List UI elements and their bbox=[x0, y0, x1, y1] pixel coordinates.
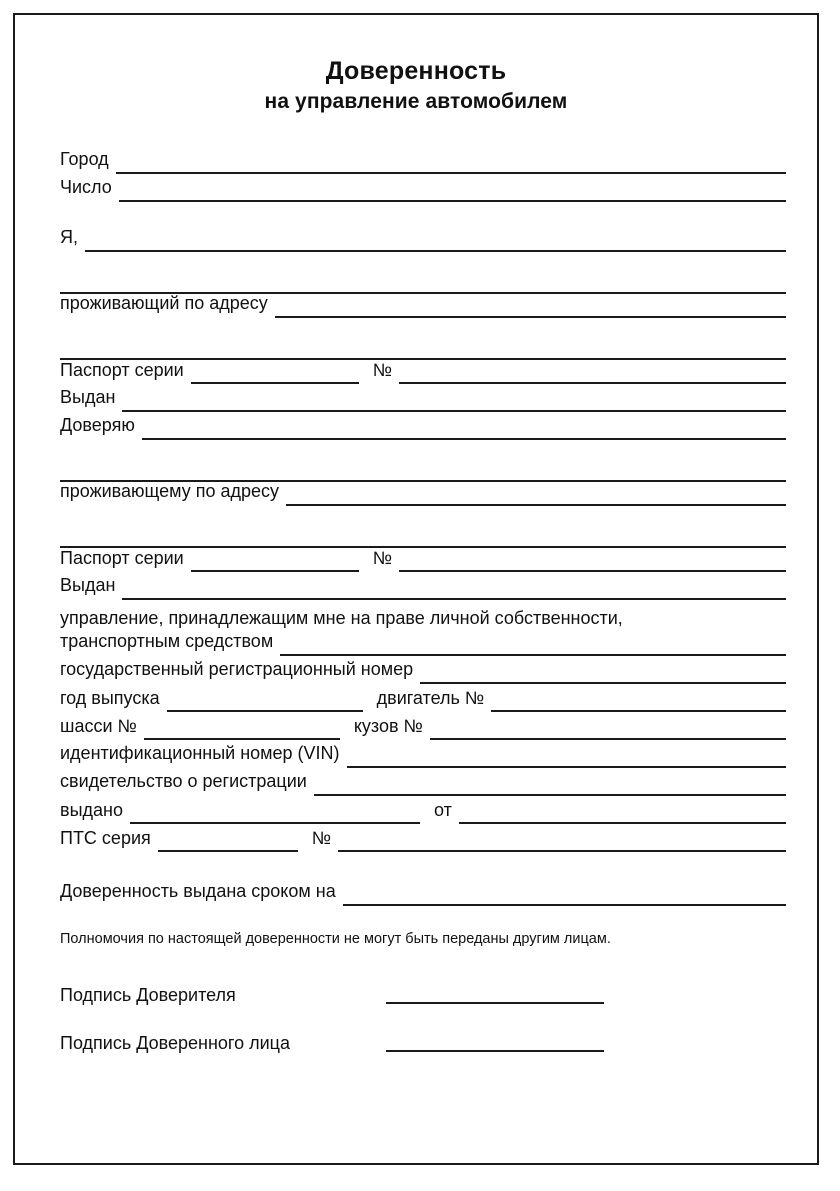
input-principal-address[interactable] bbox=[275, 316, 786, 318]
input-principal-passport-number[interactable] bbox=[399, 382, 786, 384]
field-row-certificate-issued bbox=[60, 800, 786, 828]
field-row-state-reg-number bbox=[60, 660, 786, 688]
label-from: от bbox=[433, 800, 452, 820]
label-residing-at-dative: проживающему по адресу bbox=[60, 481, 280, 501]
field-row-principal-name bbox=[60, 228, 786, 256]
field-row-attorney-passport bbox=[60, 548, 786, 576]
input-certificate-issuer[interactable] bbox=[130, 822, 420, 824]
input-year-of-manufacture[interactable] bbox=[167, 710, 363, 712]
input-attorney-signature[interactable] bbox=[386, 1049, 604, 1052]
label-engine-number: двигатель № bbox=[376, 688, 485, 708]
label-year-of-manufacture: год выпуска bbox=[60, 688, 160, 708]
input-attorney-passport-number[interactable] bbox=[399, 570, 786, 572]
field-row-attorney-passport-issuer bbox=[60, 576, 786, 604]
input-attorney-address[interactable] bbox=[286, 504, 786, 506]
document-content bbox=[15, 15, 817, 1163]
label-passport-series: Паспорт серии bbox=[60, 360, 184, 380]
notice-no-substitution: Полномочия по настоящей доверенности не могут быть переданы другим лицам. bbox=[60, 931, 611, 947]
label-chassis-number: шасси № bbox=[60, 716, 137, 736]
input-pts-series[interactable] bbox=[158, 850, 298, 852]
field-row-vin bbox=[60, 744, 786, 772]
label-body-number: кузов № bbox=[353, 716, 423, 736]
input-city[interactable] bbox=[116, 172, 786, 174]
field-row-registration-certificate bbox=[60, 772, 786, 800]
input-attorney-address-continued[interactable] bbox=[60, 518, 786, 548]
spacer bbox=[60, 322, 786, 330]
spacer bbox=[60, 510, 786, 518]
field-row-chassis-body bbox=[60, 716, 786, 744]
input-principal-name-continued[interactable] bbox=[60, 264, 786, 294]
input-attorney-name[interactable] bbox=[142, 438, 786, 440]
spacer bbox=[60, 948, 786, 970]
label-principal-signature: Подпись Доверителя bbox=[60, 985, 236, 1006]
input-state-reg-number[interactable] bbox=[420, 682, 786, 684]
label-vehicle: транспортным средством bbox=[60, 631, 274, 651]
form-fields-area bbox=[60, 150, 786, 1052]
label-pts-number-sign: № bbox=[311, 828, 332, 848]
label-passport-number-sign: № bbox=[372, 360, 393, 380]
spacer bbox=[60, 206, 786, 228]
label-attorney-signature: Подпись Доверенного лица bbox=[60, 1033, 290, 1054]
field-row-term bbox=[60, 882, 786, 910]
field-row-principal-passport bbox=[60, 360, 786, 388]
label-issued: выдано bbox=[60, 800, 123, 820]
label-registration-certificate: свидетельство о регистрации bbox=[60, 771, 307, 791]
label-city: Город bbox=[60, 149, 109, 169]
input-term[interactable] bbox=[343, 904, 786, 906]
input-principal-passport-series[interactable] bbox=[191, 382, 359, 384]
input-attorney-passport-series[interactable] bbox=[191, 570, 359, 572]
input-engine-number[interactable] bbox=[491, 710, 786, 712]
spacer bbox=[60, 856, 786, 882]
document-title-block bbox=[15, 57, 817, 114]
input-principal-signature[interactable] bbox=[386, 1001, 604, 1004]
spacer bbox=[60, 910, 786, 928]
field-row-city bbox=[60, 150, 786, 178]
document-title: Доверенность bbox=[325, 57, 507, 85]
label-issued-by: Выдан bbox=[60, 387, 116, 407]
field-row-date bbox=[60, 178, 786, 206]
signature-row-attorney bbox=[60, 1018, 786, 1052]
spacer bbox=[60, 444, 786, 452]
spacer bbox=[60, 256, 786, 264]
input-principal-name[interactable] bbox=[85, 250, 786, 252]
spacer bbox=[60, 1004, 786, 1018]
document-subtitle: на управление автомобилем bbox=[264, 89, 568, 113]
input-vin[interactable] bbox=[347, 766, 786, 768]
input-certificate-date[interactable] bbox=[459, 822, 786, 824]
input-principal-passport-issuer[interactable] bbox=[122, 410, 786, 412]
input-body-number[interactable] bbox=[430, 738, 786, 740]
input-principal-address-continued[interactable] bbox=[60, 330, 786, 360]
field-row-vehicle bbox=[60, 632, 786, 660]
label-residing-at: проживающий по адресу bbox=[60, 293, 268, 313]
label-pts-series: ПТС серия bbox=[60, 828, 151, 848]
label-term: Доверенность выдана сроком на bbox=[60, 881, 336, 901]
label-issued-by-2: Выдан bbox=[60, 575, 116, 595]
document-page-border bbox=[13, 13, 819, 1165]
input-attorney-passport-issuer[interactable] bbox=[122, 598, 786, 600]
label-passport-series-2: Паспорт серии bbox=[60, 548, 184, 568]
label-i-am: Я, bbox=[60, 227, 78, 247]
input-date[interactable] bbox=[119, 200, 786, 202]
field-row-attorney-name bbox=[60, 416, 786, 444]
input-attorney-name-continued[interactable] bbox=[60, 452, 786, 482]
signature-row-principal bbox=[60, 970, 786, 1004]
label-state-reg-number: государственный регистрационный номер bbox=[60, 659, 414, 679]
label-entrust: Доверяю bbox=[60, 415, 135, 435]
input-chassis-number[interactable] bbox=[144, 738, 340, 740]
input-vehicle[interactable] bbox=[280, 654, 786, 656]
field-row-attorney-address bbox=[60, 482, 786, 510]
statement-ownership: управление, принадлежащим мне на праве личной собственности, bbox=[60, 608, 623, 628]
field-row-pts bbox=[60, 828, 786, 856]
label-date: Число bbox=[60, 177, 112, 197]
input-registration-certificate[interactable] bbox=[314, 794, 786, 796]
field-row-year-engine bbox=[60, 688, 786, 716]
field-row-principal-address bbox=[60, 294, 786, 322]
label-vin: идентификационный номер (VIN) bbox=[60, 743, 340, 763]
field-row-principal-passport-issuer bbox=[60, 388, 786, 416]
input-pts-number[interactable] bbox=[338, 850, 786, 852]
label-passport-number-sign-2: № bbox=[372, 548, 393, 568]
